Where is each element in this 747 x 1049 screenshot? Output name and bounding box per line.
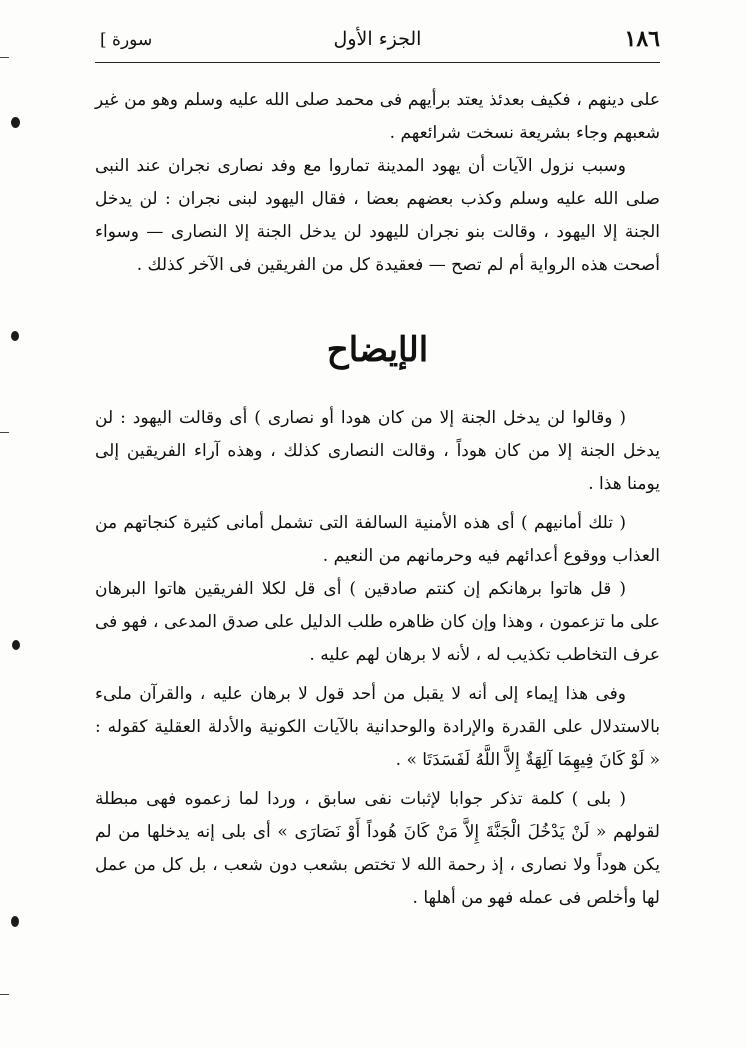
ink-blot xyxy=(12,640,20,650)
part-title: الجزء الأول xyxy=(333,28,422,50)
intro-text-block xyxy=(95,84,660,282)
explanation-text-block xyxy=(95,402,660,915)
paragraph: ( وقالوا لن يدخل الجنة إلا من كان هودا أو نصارى ) أى وقالت اليهود : لن يدخل الجنة إلا من كان هوداً ، وقالت النصارى كذلك ، وهذه آراء الفريقين إلى يومنا هذا . xyxy=(95,408,660,494)
paragraph: ( قل هاتوا برهانكم إن كنتم صادقين ) أى قل لكلا الفريقين هاتوا البرهان على ما تزعمون ، وهذا وإن كان ظاهره طلب الدليل على صدق المدعى ، فهو فى عرف التخاطب تكذيب له ، لأنه لا برهان لهم عليه . xyxy=(95,579,660,665)
section-title: الإيضاح xyxy=(326,330,429,370)
ink-blot xyxy=(11,117,20,128)
margin-tick xyxy=(0,57,9,58)
page-number: ١٨٦ xyxy=(624,26,660,52)
ink-blot xyxy=(11,331,19,341)
margin-tick xyxy=(0,432,9,433)
paragraph: وسبب نزول الآيات أن يهود المدينة تماروا مع وفد نصارى نجران عند النبى صلى الله عليه وسلم وكذب بعضهم بعضا ، فقال اليهود لبنى نجران : لن يدخل الجنة إلا اليهود ، وقالت بنو نجران لليهود لن يدخل الجنة إلا النصارى — وسواء أصحت هذه الرواية أم لم تصح — فعقيدة كل من الفريقين فى الآخر كذلك . xyxy=(95,156,660,275)
paragraph: على دينهم ، فكيف بعدئذ يعتد برأيهم فى محمد صلى الله عليه وسلم وهو من غير شعبهم وجاء بشريعة نسخت شرائعهم . xyxy=(95,90,660,143)
paragraph: وفى هذا إيماء إلى أنه لا يقبل من أحد قول لا برهان عليه ، والقرآن ملىء بالاستدلال على القدرة والإرادة والوحدانية بالآيات الكونية والأدلة العقلية كقوله : « لَوْ كَانَ فِيهِمَا آلِهَةٌ إِلاَّ اللَّهُ لَفَسَدَتَا » . xyxy=(95,684,660,770)
header-divider xyxy=(95,62,660,63)
margin-tick xyxy=(0,994,9,995)
page-header xyxy=(95,22,660,62)
paragraph: ( بلى ) كلمة تذكر جوابا لإثبات نفى سابق ، وردا لما زعموه فهى مبطلة لقولهم « لَنْ يَدْخُلَ الْجَنَّةَ إِلاَّ مَنْ كَانَ هُوداً أَوْ نَصَارَى » أى بلى إنه يدخلها من لم يكن هوداً ولا نصارى ، إذ رحمة الله لا تختص بشعب دون شعب ، بل كل من عمل لها وأخلص فى عمله فهو من أهلها . xyxy=(95,789,660,908)
ink-blot xyxy=(11,916,19,927)
paragraph: ( تلك أمانيهم ) أى هذه الأمنية السالفة التى تشمل أمانى كثيرة كنجاتهم من العذاب ووقوع أعدائهم فيه وحرمانهم من النعيم . xyxy=(95,513,660,566)
surah-label: [ سورة xyxy=(100,30,153,50)
